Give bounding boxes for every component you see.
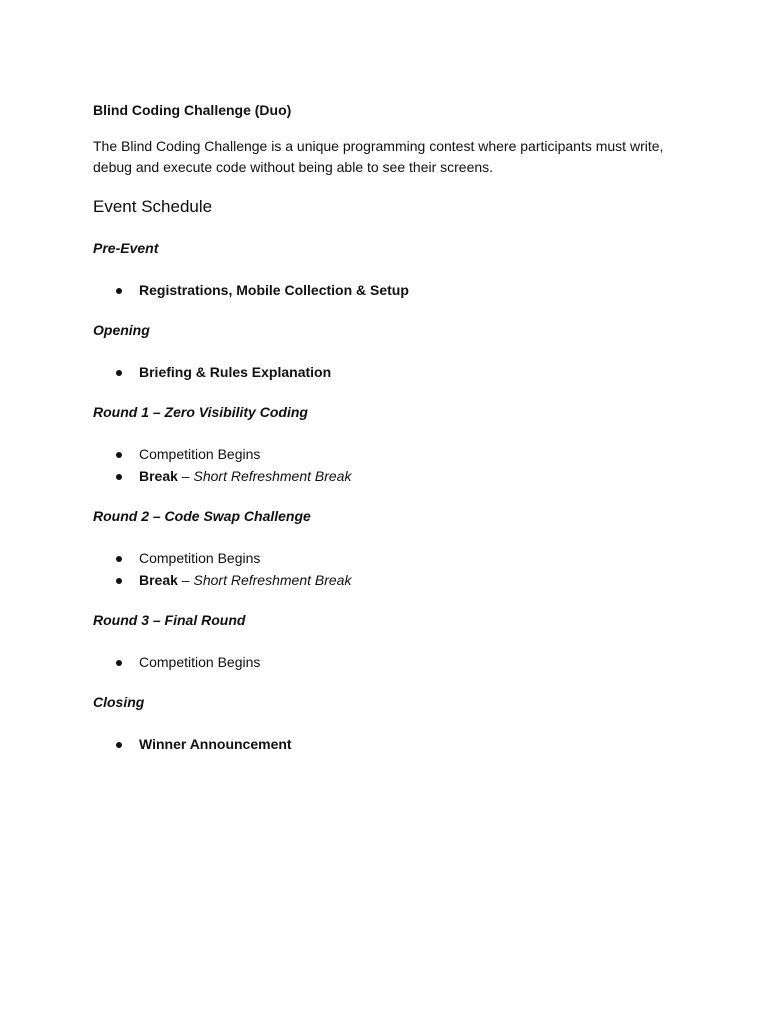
list-item	[93, 443, 683, 465]
bullet-icon	[116, 556, 122, 562]
phase-title: Round 3 – Final Round	[93, 612, 246, 628]
list-item	[93, 361, 683, 383]
schedule-section	[93, 403, 683, 487]
document-page	[93, 101, 683, 755]
phase-title: Opening	[93, 322, 150, 338]
item-separator: –	[177, 572, 194, 588]
schedule-section	[93, 611, 683, 673]
item-label: Break	[139, 468, 178, 484]
schedule-section	[93, 321, 683, 383]
item-text: Winner Announcement	[139, 736, 292, 752]
bullet-icon	[116, 578, 122, 584]
schedule-section	[93, 507, 683, 591]
list-item	[93, 569, 683, 591]
bullet-icon	[116, 370, 122, 376]
phase-title: Closing	[93, 694, 145, 710]
schedule-section	[93, 239, 683, 301]
phase-item-list	[93, 733, 683, 755]
item-text: Briefing & Rules Explanation	[139, 364, 332, 380]
phase-title: Round 2 – Code Swap Challenge	[93, 508, 311, 524]
list-item	[93, 465, 683, 487]
bullet-icon	[116, 660, 122, 666]
list-item	[93, 279, 683, 301]
bullet-icon	[116, 742, 122, 748]
item-text: Competition Begins	[139, 550, 261, 566]
item-text: Registrations, Mobile Collection & Setup	[139, 282, 409, 298]
list-item	[93, 733, 683, 755]
phase-title: Round 1 – Zero Visibility Coding	[93, 404, 308, 420]
schedule-section	[93, 693, 683, 755]
list-item	[93, 651, 683, 673]
schedule-sections	[93, 239, 683, 755]
item-label: Break	[139, 572, 178, 588]
bullet-icon	[116, 452, 122, 458]
phase-item-list	[93, 547, 683, 591]
phase-item-list	[93, 361, 683, 383]
item-text: Competition Begins	[139, 654, 261, 670]
item-separator: –	[177, 468, 194, 484]
document-title: Blind Coding Challenge (Duo)	[93, 102, 292, 118]
phase-title: Pre-Event	[93, 240, 159, 256]
item-text: Competition Begins	[139, 446, 261, 462]
item-detail: Short Refreshment Break	[193, 468, 352, 484]
bullet-icon	[116, 474, 122, 480]
intro-paragraph: The Blind Coding Challenge is a unique programming contest where participants must write, debug and execute code without being able to see their screens.	[93, 138, 664, 175]
phase-item-list	[93, 279, 683, 301]
bullet-icon	[116, 288, 122, 294]
phase-item-list	[93, 443, 683, 487]
schedule-heading: Event Schedule	[93, 197, 213, 216]
item-detail: Short Refreshment Break	[193, 572, 352, 588]
list-item	[93, 547, 683, 569]
phase-item-list	[93, 651, 683, 673]
